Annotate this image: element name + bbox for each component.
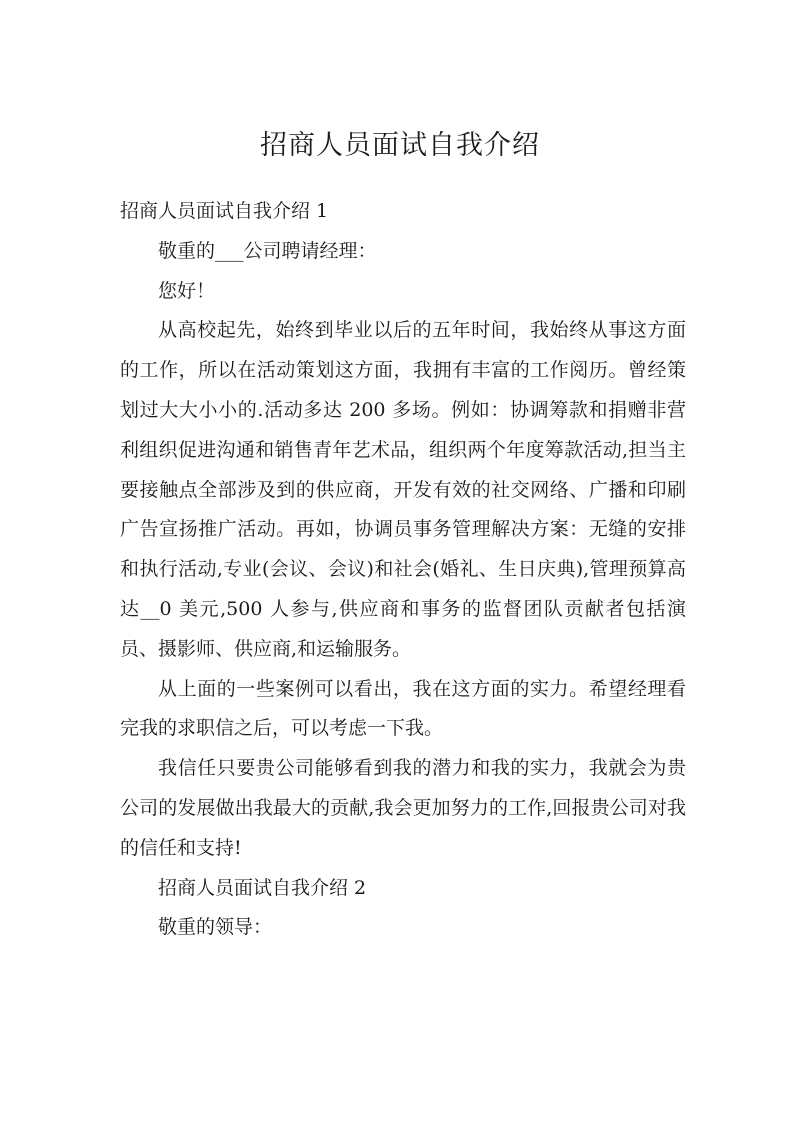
section-heading-1: 招商人员面试自我介绍 1 xyxy=(120,200,329,222)
paragraph-2: 从上面的一些案例可以看出，我在这方面的实力。希望经理看完我的求职信之后，可以考虑一下我。 xyxy=(120,677,686,740)
salutation-2: 敬重的领导： xyxy=(158,916,273,939)
greeting: 您好！ xyxy=(158,279,216,302)
paragraph-3: 我信任只要贵公司能够看到我的潜力和我的实力，我就会为贵公司的发展做出我最大的贡献,我会更加努力的工作,回报贵公司对我的信任和支持! xyxy=(120,757,686,859)
document-title: 招商人员面试自我介绍 xyxy=(260,130,540,161)
salutation-1: 敬重的___公司聘请经理： xyxy=(158,239,377,262)
document-body xyxy=(120,192,686,948)
section-heading-2: 招商人员面试自我介绍 2 xyxy=(158,876,367,899)
paragraph-1: 从高校起先，始终到毕业以后的五年时间，我始终从事这方面的工作，所以在活动策划这方面，我拥有丰富的工作阅历。曾经策划过大大小小的.活动多达 200 多场。例如：协调筹款和捐赠非营利组织促进沟通和销售青年艺术品，组织两个年度筹款活动,担当主要接触点全部涉及到的供应商，开发有效的社交网络、广播和印刷广告宣扬推广活动。再如，协调员事务管理解决方案：无缝的安排和执行活动,专业(会议、会议)和社会(婚礼、生日庆典),管理预算高达__0 美元,500 人参与,供应商和事务的监督团队贡献者包括演员、摄影师、供应商,和运输服务。 xyxy=(120,319,686,660)
